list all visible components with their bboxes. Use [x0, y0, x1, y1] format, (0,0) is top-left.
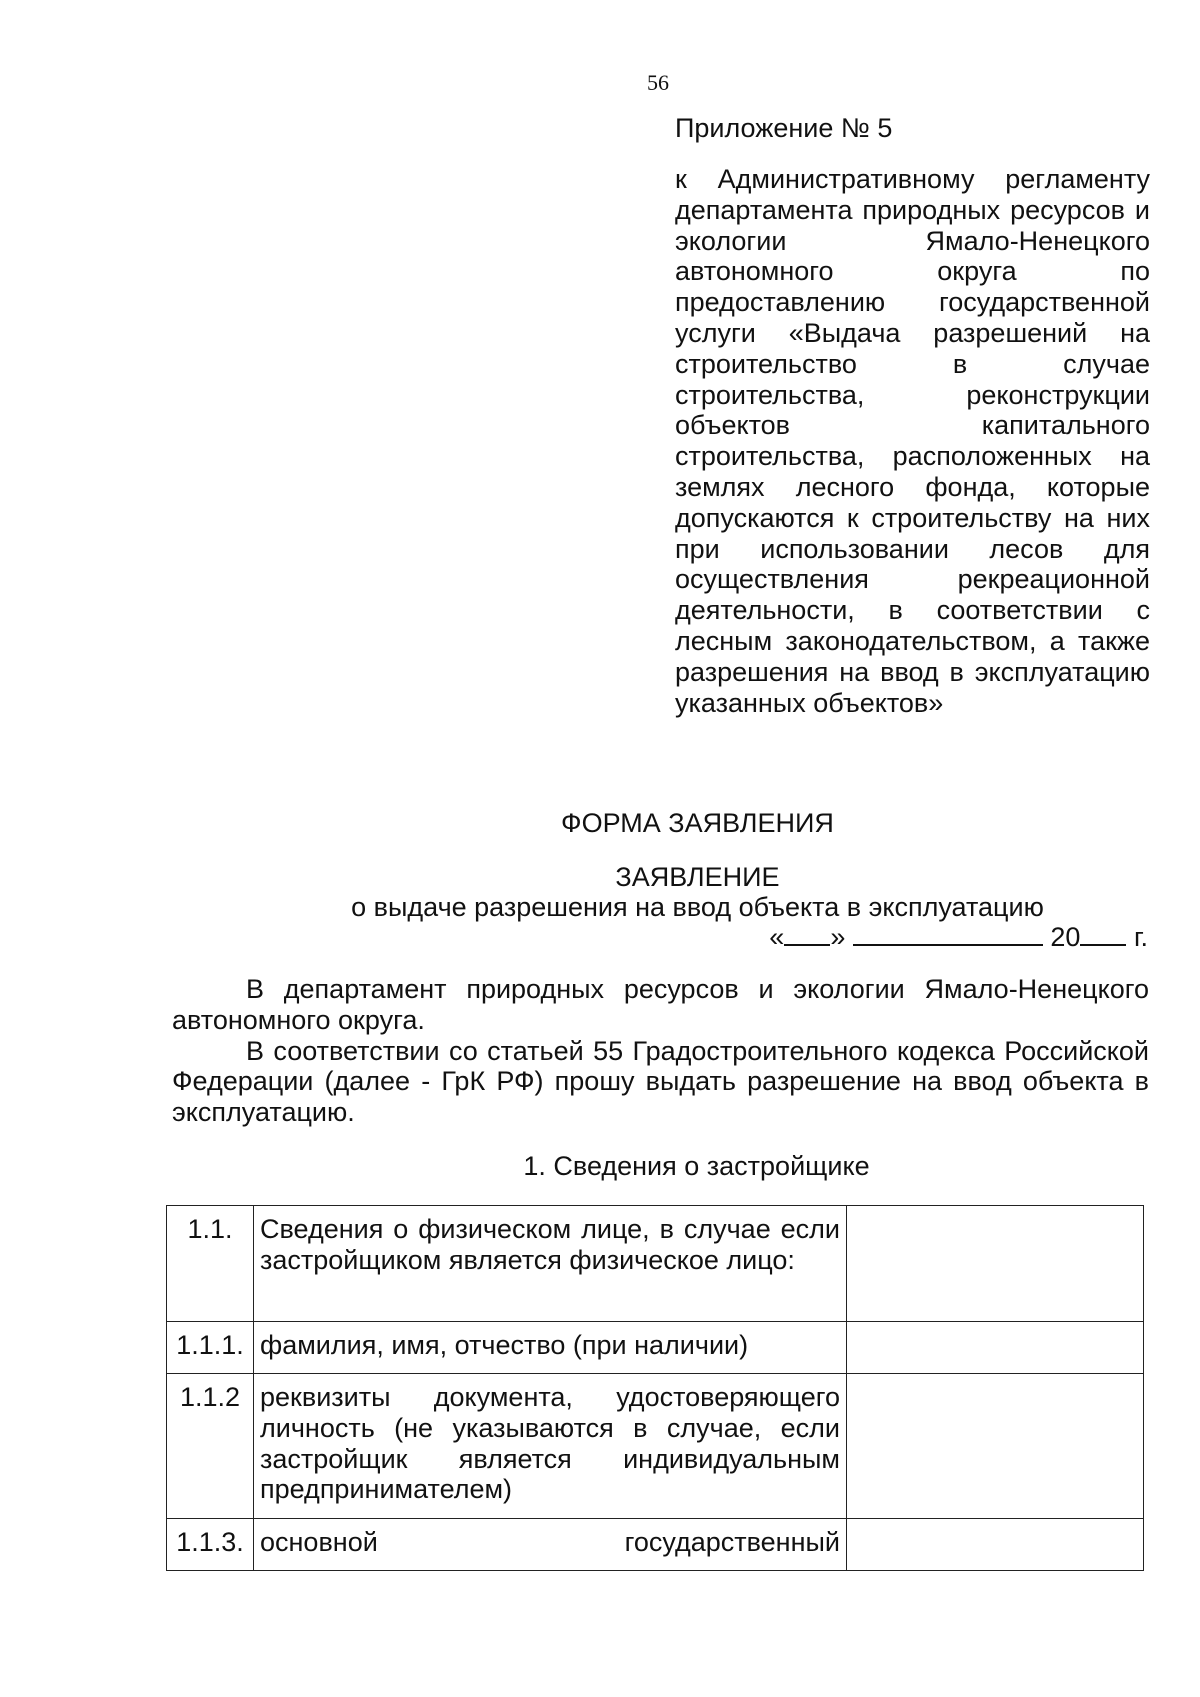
statement-title: ЗАЯВЛЕНИЕ	[615, 862, 780, 892]
row-label: основной государственный	[254, 1519, 847, 1571]
day-blank	[784, 922, 830, 946]
row-number: 1.1.1.	[167, 1322, 254, 1374]
table-row	[167, 1374, 1144, 1519]
row-value	[847, 1206, 1144, 1322]
row-value	[847, 1322, 1144, 1374]
month-blank	[853, 922, 1043, 946]
date-open-quote: «	[769, 922, 785, 952]
row-value	[847, 1519, 1144, 1571]
appendix-text: к Административному регламенту департамента природных ресурсов и экологии Ямало-Ненецкого автономного округа по предоставлению государственной услуги «Выдача разрешений на строительство в случае строительства, реконструкции объектов капитального строительства, расположенных на землях лесного фонда, которые допускаются к строительству на них при использовании лесов для осуществления рекреационной деятельности, в соответствии с лесным законодательством, а также разрешения на ввод в эксплуатацию указанных объектов»	[675, 164, 1150, 718]
row-label: фамилия, имя, отчество (при наличии)	[254, 1322, 847, 1374]
row-label: реквизиты документа, удостоверяющего личность (не указываются в случае, если застройщик является индивидуальным предпринимателем)	[254, 1374, 847, 1519]
table-row	[167, 1322, 1144, 1374]
intro	[172, 974, 1149, 1128]
appendix-block	[675, 113, 1150, 718]
intro-paragraph-1: В департамент природных ресурсов и экологии Ямало-Ненецкого автономного округа.	[172, 974, 1149, 1035]
intro-paragraph-2: В соответствии со статьей 55 Градостроительного кодекса Российской Федерации (далее - ГрК РФ) прошу выдать разрешение на ввод объекта в эксплуатацию.	[172, 1035, 1149, 1128]
date-year-prefix: 20	[1050, 922, 1081, 952]
row-number: 1.1.	[167, 1206, 254, 1322]
row-number: 1.1.2	[167, 1374, 254, 1519]
form-title: ФОРМА ЗАЯВЛЕНИЯ	[561, 808, 834, 838]
table-row	[167, 1206, 1144, 1322]
year-blank	[1080, 922, 1126, 946]
date-year-suffix: г.	[1133, 922, 1148, 952]
date-close-quote: »	[830, 922, 846, 952]
section-title: 1. Сведения о застройщике	[523, 1151, 870, 1181]
row-label: Сведения о физическом лице, в случае если застройщиком является физическое лицо:	[254, 1206, 847, 1322]
appendix-title: Приложение № 5	[675, 113, 893, 143]
statement-subtitle: о выдаче разрешения на ввод объекта в эксплуатацию	[351, 892, 1044, 922]
row-number: 1.1.3.	[167, 1519, 254, 1571]
applicant-info-table	[166, 1205, 1144, 1571]
date-line	[769, 922, 1148, 953]
page-number: 56	[647, 70, 669, 95]
table-row	[167, 1519, 1144, 1571]
row-value	[847, 1374, 1144, 1519]
